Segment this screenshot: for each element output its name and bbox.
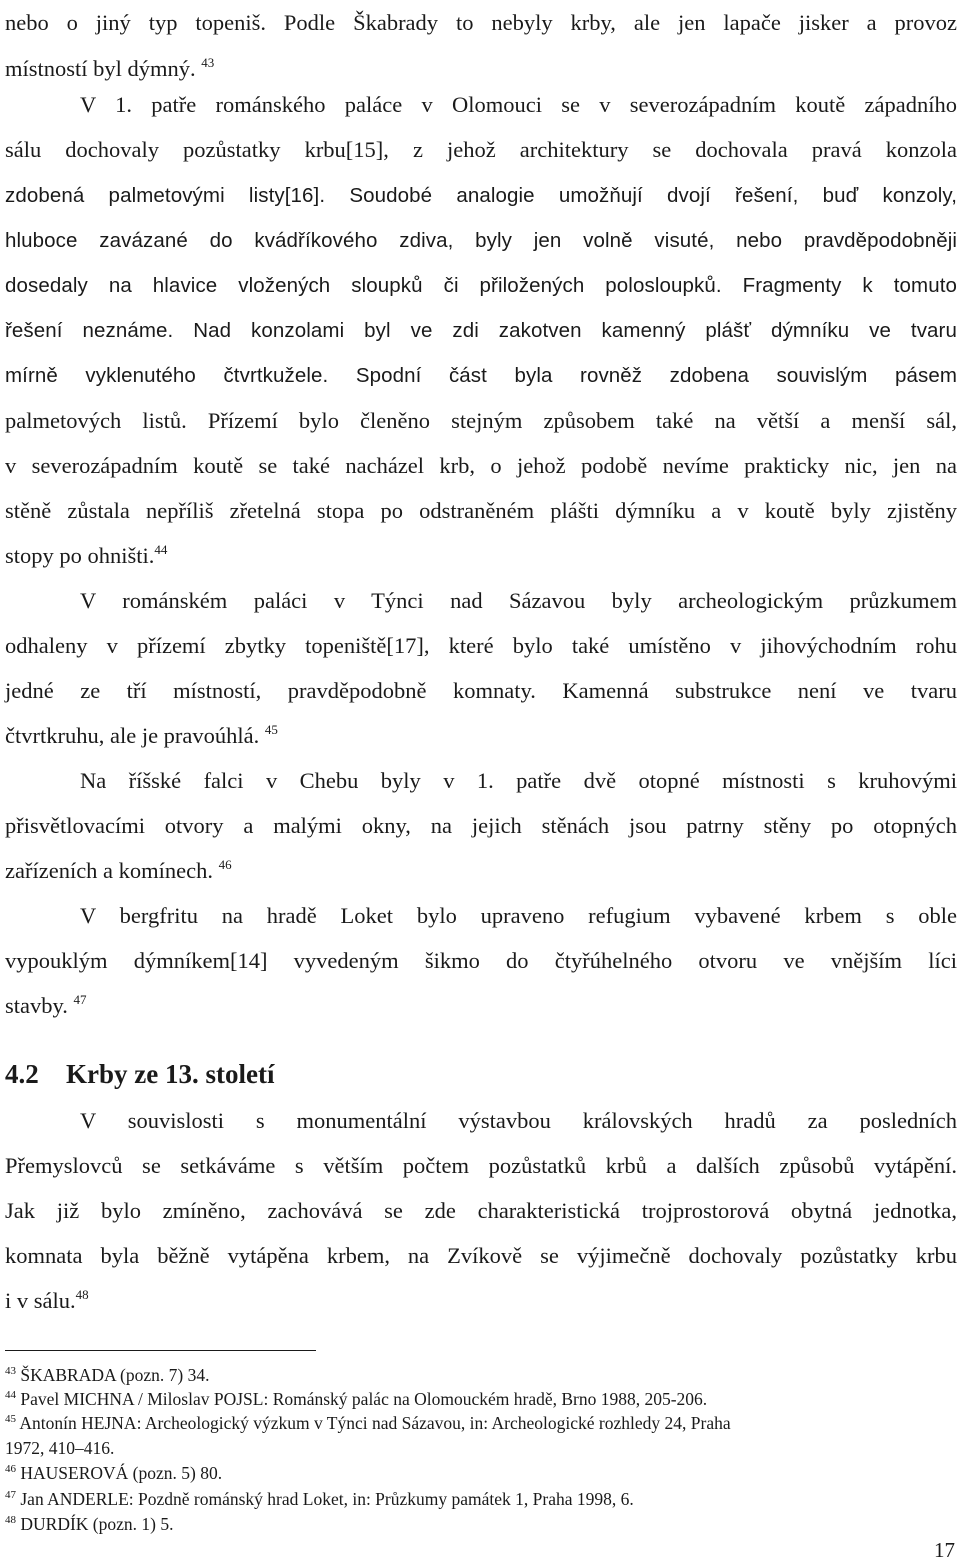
text-line: v severozápadním koutě se také nacházel krb, o jehož podobě nevíme prakticky nic, jen na	[5, 453, 957, 478]
footnote-number: 46	[5, 1463, 16, 1475]
text-line: Na říšské falci v Chebu byly v 1. patře dvě otopné místnosti s kruhovými	[80, 768, 957, 793]
text-line: Přemyslovců se setkáváme s větším počtem pozůstatků krbů a dalších způsobů vytápění.	[5, 1153, 957, 1178]
section-number: 4.2	[5, 1059, 39, 1089]
footnote: $^{43}$ ŠKABRADA (pozn. 7) 34.	[5, 1365, 210, 1385]
footnote-ref[interactable]: 46	[218, 857, 232, 872]
footnote-number: 43	[5, 1365, 16, 1377]
footnote-ref[interactable]: 47	[73, 992, 87, 1007]
text-line: stavby. $^{47}$	[5, 992, 87, 1018]
text-line: stopy po ohništi.$^{44}$	[5, 542, 168, 568]
text-line: V souvislosti s monumentální výstavbou královských hradů za posledních	[80, 1108, 957, 1133]
footnote: $^{44}$ Pavel MICHNA / Miloslav POJSL: Románský palác na Olomouckém hradě, Brno 1988, 205-206.	[5, 1389, 708, 1409]
text-line: V 1. patře románského paláce v Olomouci se v severozápadním koutě západního	[80, 92, 957, 117]
footnote-ref[interactable]: 45	[264, 722, 278, 737]
footnote: $^{48}$ DURDÍK (pozn. 1) 5.	[5, 1514, 174, 1534]
text-line: zařízeních a komínech. $^{46}$	[5, 857, 232, 883]
footnote-number: 47	[5, 1489, 16, 1501]
text-line: komnata byla běžně vytápěna krbem, na Zvíkově se výjimečně dochovaly pozůstatky krbu	[5, 1243, 957, 1268]
text-line: dosedaly na hlavice vložených sloupků či přiložených polosloupků. Fragmenty k tomuto	[5, 274, 957, 297]
text-line: sálu dochovaly pozůstatky krbu[15], z jehož architektury se dochovala pravá konzola	[5, 137, 957, 162]
footnote-separator	[5, 1350, 316, 1351]
footnote-number: 44	[5, 1389, 16, 1401]
text-line: Jak již bylo zmíněno, zachovává se zde charakteristická trojprostorová obytná jednotka,	[5, 1198, 957, 1223]
text-line: čtvrtkruhu, ale je pravoúhlá. $^{45}$	[5, 722, 278, 748]
text-line: mírně vyklenutého čtvrtkužele. Spodní část byla rovněž zdobena souvislým pásem	[5, 364, 957, 387]
section-title: Krby ze 13. století	[66, 1059, 275, 1089]
text-line: zdobená palmetovými listy[16]. Soudobé analogie umožňují dvojí řešení, buď konzoly,	[5, 184, 957, 207]
footnote-ref[interactable]: 48	[75, 1287, 89, 1302]
text-line: V bergfritu na hradě Loket bylo upraveno refugium vybavené krbem s oble	[80, 903, 957, 928]
text-line: přisvětlovacími otvory a malými okny, na jejich stěnách jsou patrny stěny po otopných	[5, 813, 957, 838]
footnote-ref[interactable]: 44	[154, 542, 168, 557]
page-number: 17	[934, 1538, 955, 1562]
text-line: i v sálu.$^{48}$	[5, 1287, 89, 1313]
footnote-continuation: 1972, 410–416.	[5, 1438, 115, 1458]
footnote-number: 45	[5, 1413, 16, 1425]
text-line: jedné ze tří místností, pravděpodobně komnaty. Kamenná substrukce není ve tvaru	[5, 678, 957, 703]
text-line: palmetových listů. Přízemí bylo členěno stejným způsobem také na větší a menší sál,	[5, 408, 957, 433]
section-heading	[5, 1051, 274, 1097]
text-line: hluboce zavázané do kvádříkového zdiva, byly jen volně visuté, nebo pravděpodobněji	[5, 229, 957, 252]
text-line: vypouklým dýmníkem[14] vyvedeným šikmo do čtyřúhelného otvoru ve vnějším líci	[5, 948, 957, 973]
footnote: $^{45}$ Antonín HEJNA: Archeologický výzkum v Týnci nad Sázavou, in: Archeologické rozhledy 24, Praha	[5, 1413, 731, 1433]
footnote: $^{46}$ HAUSEROVÁ (pozn. 5) 80.	[5, 1463, 223, 1483]
text-line: odhaleny v přízemí zbytky topeniště[17], které bylo také umístěno v jihovýchodním rohu	[5, 633, 957, 658]
text-line: řešení neznáme. Nad konzolami byl ve zdi zakotven kamenný plášť dýmníku ve tvaru	[5, 319, 957, 342]
footnote-number: 48	[5, 1514, 16, 1526]
footnote: $^{47}$ Jan ANDERLE: Pozdně románský hrad Loket, in: Průzkumy památek 1, Praha 1998, 6.	[5, 1489, 634, 1509]
text-line: V románském paláci v Týnci nad Sázavou byly archeologickým průzkumem	[80, 588, 957, 613]
footnote-ref[interactable]: 43	[201, 55, 215, 70]
text-line: nebo o jiný typ topeniš. Podle Škabrady to nebyly krby, ale jen lapače jisker a provoz	[5, 10, 957, 35]
text-line: místností byl dýmný. $^{43}$	[5, 55, 215, 81]
text-line: stěně zůstala nepříliš zřetelná stopa po odstraněném plášti dýmníku a v koutě byly zjistěny	[5, 498, 957, 523]
